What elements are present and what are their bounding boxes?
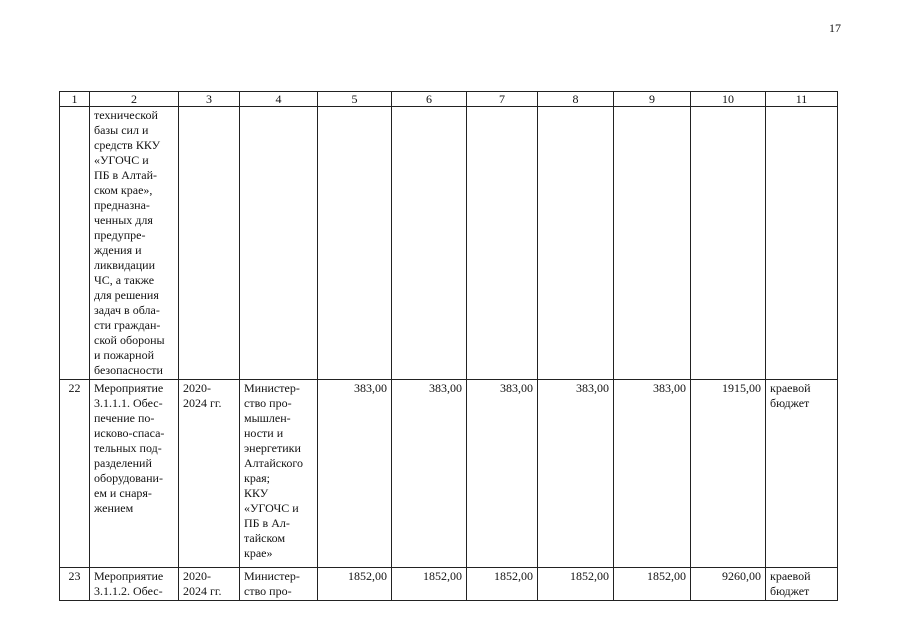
column-header: 9 — [614, 92, 691, 107]
value-total: 9260,00 — [691, 568, 766, 601]
column-header: 1 — [60, 92, 90, 107]
value-2020: 383,00 — [318, 380, 392, 568]
value-2022: 383,00 — [467, 380, 538, 568]
column-header: 7 — [467, 92, 538, 107]
table-cell — [467, 107, 538, 380]
value-total: 1915,00 — [691, 380, 766, 568]
table-row — [60, 380, 838, 568]
column-header: 4 — [240, 92, 318, 107]
period-cell — [179, 568, 240, 601]
column-header: 10 — [691, 92, 766, 107]
activity-text: Мероприятие 3.1.1.2. Обес- — [94, 569, 164, 598]
value-2024: 383,00 — [614, 380, 691, 568]
value-2023: 383,00 — [538, 380, 614, 568]
table-cell — [179, 107, 240, 380]
table-cell — [392, 107, 467, 380]
budget-table — [59, 91, 838, 601]
executor-text: Министер- ство про- мышлен- ности и энергетики Алтайского края; ККУ «УГОЧС и ПБ в Ал- тайском крае» — [244, 381, 303, 560]
column-header: 3 — [179, 92, 240, 107]
activity-cell — [90, 380, 179, 568]
executor-cell — [240, 568, 318, 601]
table-cell — [538, 107, 614, 380]
funding-source-cell — [766, 568, 838, 601]
period-text: 2020- 2024 гг. — [183, 381, 222, 410]
executor-cell — [240, 380, 318, 568]
funding-source-text: краевой бюджет — [770, 381, 811, 410]
header-row — [60, 92, 838, 107]
period-text: 2020- 2024 гг. — [183, 569, 222, 598]
column-header: 2 — [90, 92, 179, 107]
row-number: 23 — [60, 568, 90, 601]
table-cell — [614, 107, 691, 380]
column-header: 11 — [766, 92, 838, 107]
activity-text: Мероприятие 3.1.1.1. Обес- печение по- исково-спаса- тельных под- разделений оборудовани- ем и снаря- жением — [94, 381, 165, 515]
table-row-continuation — [60, 107, 838, 380]
page-number: 17 — [829, 21, 841, 35]
table-cell — [318, 107, 392, 380]
executor-text: Министер- ство про- — [244, 569, 300, 598]
value-2021: 1852,00 — [392, 568, 467, 601]
activity-cell — [90, 568, 179, 601]
row-number: 22 — [60, 380, 90, 568]
value-2024: 1852,00 — [614, 568, 691, 601]
value-2020: 1852,00 — [318, 568, 392, 601]
column-header: 8 — [538, 92, 614, 107]
activity-text: технической базы сил и средств ККУ «УГОЧС и ПБ в Алтай- ском крае», предназна- ченных для предупре- ждения и ликвидации ЧС, а также для решения задач в обла- сти граждан- ской обороны и пожарной безопасности — [94, 108, 165, 377]
column-header: 5 — [318, 92, 392, 107]
value-2021: 383,00 — [392, 380, 467, 568]
funding-source-text: краевой бюджет — [770, 569, 811, 598]
period-cell — [179, 380, 240, 568]
table-cell — [240, 107, 318, 380]
funding-source-cell — [766, 380, 838, 568]
value-2023: 1852,00 — [538, 568, 614, 601]
activity-cell — [90, 107, 179, 380]
table-cell — [766, 107, 838, 380]
table-cell — [60, 107, 90, 380]
value-2022: 1852,00 — [467, 568, 538, 601]
table-row — [60, 568, 838, 601]
column-header: 6 — [392, 92, 467, 107]
table-cell — [691, 107, 766, 380]
